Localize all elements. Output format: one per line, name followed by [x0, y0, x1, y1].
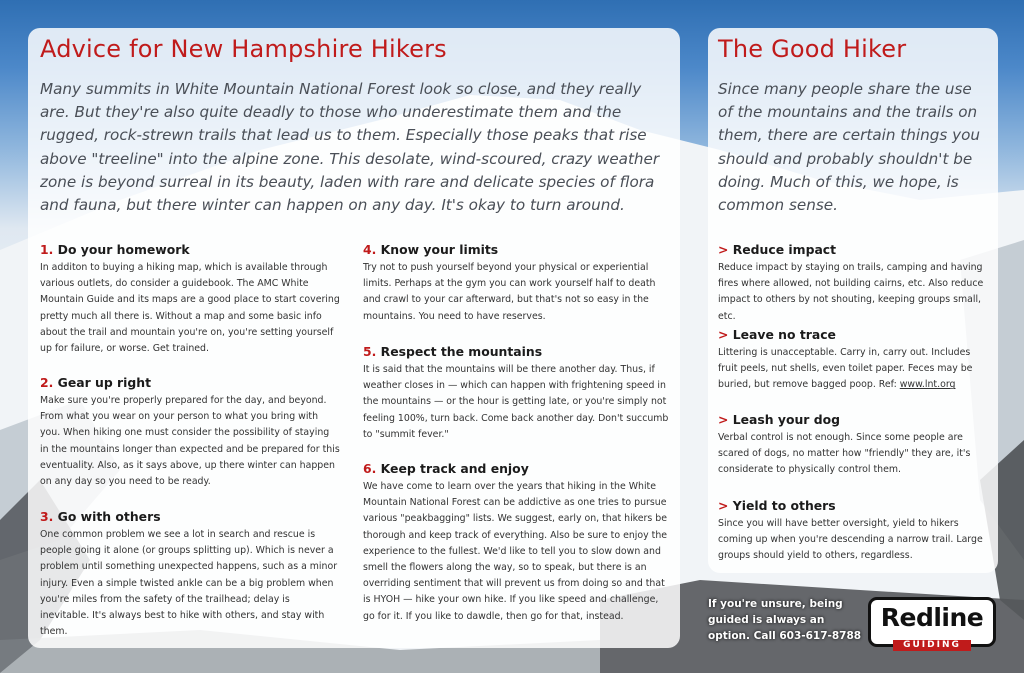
section-body: One common problem we see a lot in search and rescue is people going it alone (or groups splitting up). Which is never a problem until something unexpected happens, such as a minor injury. Even a simple twisted ankle can be a big problem when you're miles from the safety of the trailhead; delay is inevitable. It's always best to hike with others, and stay with them.	[40, 529, 338, 638]
chevron-right-icon: >	[718, 242, 729, 257]
logo-subtitle: GUIDING	[893, 640, 971, 651]
advice-section-2	[40, 375, 340, 490]
section-body: Since you will have better oversight, yield to hikers coming up when you're descending a narrow trail. Large groups should yield to others, regardless.	[718, 518, 983, 562]
chevron-right-icon: >	[718, 327, 729, 342]
right-intro: Since many people share the use of the mountains and the trails on them, there are certain things you should and probably shouldn't be doing. Much of this, we hope, is common sense.	[718, 80, 981, 215]
section-title: Yield to others	[732, 498, 836, 513]
call-to-action: If you're unsure, being guided is always an option. Call 603-617-8788	[708, 598, 862, 642]
advice-section-1	[40, 242, 340, 357]
lnt-link[interactable]: www.lnt.org	[899, 379, 956, 391]
left-intro: Many summits in White Mountain National Forest look so close, and they really are. But they're also quite deadly to those who underestimate them and the rugged, rock-strewn trails that lead us to them. Especially those peaks that rise above "treeline" into the alpine zone. This desolate, wind-scoured, crazy weather zone is beyond surreal in its beauty, laden with rare and delicate species of flora and fauna, but there winter can happen on any day. It's okay to turn around.	[40, 80, 660, 215]
section-title: Respect the mountains	[380, 344, 543, 359]
right-title: The Good Hiker	[718, 35, 907, 63]
left-title: Advice for New Hampshire Hikers	[40, 35, 447, 63]
hiker-section-yield	[718, 498, 992, 565]
chevron-right-icon: >	[718, 412, 729, 427]
advice-section-5	[363, 344, 669, 443]
section-title: Go with others	[57, 509, 161, 524]
section-number: 5.	[363, 344, 377, 359]
section-number: 2.	[40, 375, 54, 390]
section-body: We have come to learn over the years that hiking in the White Mountain National Forest can be addictive as one tries to pursue various "peakbagging" lists. We suggest, early on, that hikers be thorough and keep track of everything. Also be sure to enjoy the experience to the fullest. We'd like to tell you to slow down and smell the flowers along the way, so to speak, but there is an overriding sentiment that will prevent us from doing so and that is HYOH — hike your own hike. If you like speed and challenge, go for it. If you like to dawdle, then go for that, instead.	[363, 481, 668, 622]
redline-guiding-logo	[868, 597, 996, 650]
hiker-section-leave-no-trace	[718, 327, 992, 394]
advice-section-3	[40, 509, 340, 640]
section-body: It is said that the mountains will be there another day. Thus, if weather closes in — which can happen with frightening speed in the mountains — or the hour is getting late, or you're simply not feeling 100%, turn back. Come back another day. Don't succumb to "summit fever."	[363, 364, 669, 440]
section-title: Keep track and enjoy	[380, 461, 529, 476]
chevron-right-icon: >	[718, 498, 729, 513]
section-title: Know your limits	[380, 242, 499, 257]
section-body: Verbal control is not enough. Since some people are scared of dogs, no matter how "friendly" they are, it's considerate to physically control them.	[718, 432, 971, 476]
section-title: Gear up right	[57, 375, 152, 390]
section-title: Leash your dog	[732, 412, 840, 427]
section-body: In additon to buying a hiking map, which is available through various outlets, do consider a guidebook. The AMC White Mountain Guide and its maps are a good place to start covering pretty much all there is. Without a map and some basic info about the trail and mountain you're on, you're setting yourself up for failure, or worse. Get trained.	[40, 262, 340, 355]
section-title: Leave no trace	[732, 327, 836, 342]
advice-section-4	[363, 242, 669, 325]
section-title: Do your homework	[57, 242, 190, 257]
logo-wordmark: Redline	[880, 603, 984, 632]
section-number: 6.	[363, 461, 377, 476]
section-body: Make sure you're properly prepared for the day, and beyond. From what you wear on your person to what you bring with you. When hiking one must consider the possibility of staying in the mountains longer than expected and be prepared for this eventuality. Also, as it says above, up there winter can happen on any day so you need to be ready.	[40, 395, 340, 488]
section-number: 4.	[363, 242, 377, 257]
hiker-section-reduce-impact	[718, 242, 992, 325]
advice-section-6	[363, 461, 669, 625]
section-body: Try not to push yourself beyond your physical or experiential limits. Perhaps at the gym you can work yourself half to death and crawl to your car afterward, but that's not so easy in the mountains. You need to have reserves.	[363, 262, 656, 322]
section-body: Reduce impact by staying on trails, camping and having fires where allowed, not building cairns, etc. Also reduce impact to others by not shouting, keeping groups small, etc.	[718, 262, 984, 322]
hiker-section-leash-dog	[718, 412, 992, 479]
section-number: 3.	[40, 509, 54, 524]
section-title: Reduce impact	[732, 242, 837, 257]
section-number: 1.	[40, 242, 54, 257]
section-body: Littering is unacceptable. Carry in, carry out. Includes fruit peels, nut shells, even toilet paper. Feces may be buried, but remove bagged poop. Ref:	[718, 347, 973, 391]
